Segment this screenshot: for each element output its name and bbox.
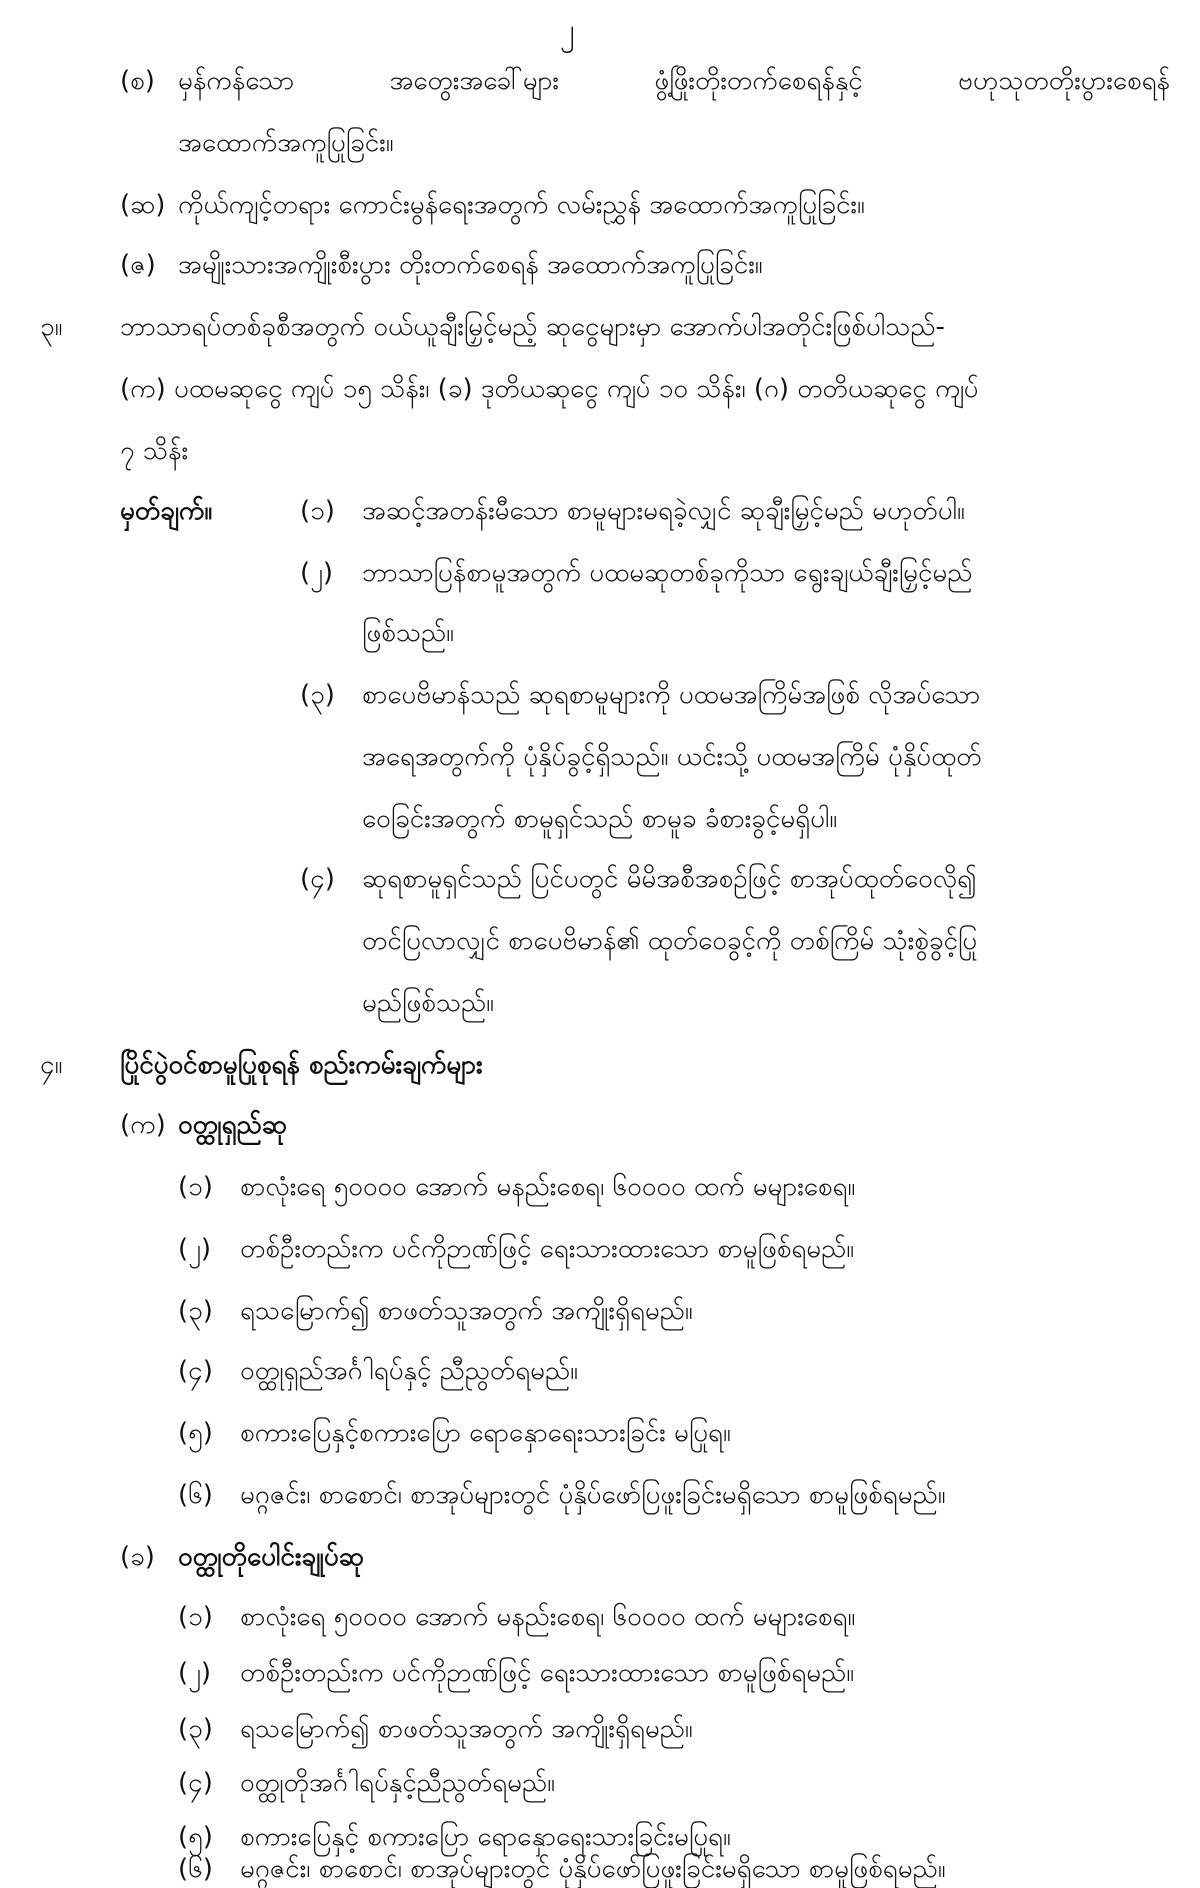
group-label: (က) <box>120 1110 166 1140</box>
page-number: ၂ <box>560 13 575 48</box>
rule-num: (၆) <box>178 1854 213 1884</box>
rule-num: (၁) <box>178 1602 213 1632</box>
rule-text: ရသမြောက်၍ စာဖတ်သူအတွက် အကျိုးရှိရမည်။ <box>240 1296 693 1326</box>
rule-text: ဝတ္ထုတိုအင်္ဂါရပ်နှင့်ညီညွတ်ရမည်။ <box>240 1768 556 1798</box>
note-line: တင်ပြလာလျှင် စာပေဗိမာန်၏ ထုတ်ဝေခွင့်ကို တစ်ကြိမ် သုံးစွဲခွင့်ပြု <box>362 926 978 956</box>
rule-num: (၂) <box>178 1658 212 1688</box>
rule-text: တစ်ဦးတည်းက ပင်ကိုဉာဏ်ဖြင့် ရေးသားထားသော စာမူဖြစ်ရမည်။ <box>240 1234 855 1264</box>
section-text: ဘာသာရပ်တစ်ခုစီအတွက် ဝယ်ယူချီးမြှင့်မည့် ဆုငွေများမှာ အောက်ပါအတိုင်းဖြစ်ပါသည်- <box>120 312 945 342</box>
note-num: (၁) <box>300 496 335 526</box>
item-text: ကိုယ်ကျင့်တရား ကောင်းမွန်ရေးအတွက် လမ်းညွှန် အထောက်အကူပြုခြင်း။ <box>178 190 865 220</box>
prizes-line: (က) ပထမဆုငွေ ကျပ် ၁၅ သိန်း၊ (ခ) ဒုတိယဆုငွေ ကျပ် ၁၀ သိန်း၊ (ဂ) တတိယဆုငွေ ကျပ် <box>120 374 979 404</box>
rule-num: (၆) <box>178 1480 213 1510</box>
rule-num: (၃) <box>178 1296 213 1326</box>
word: ဖွံ့ဖြိုးတိုးတက်စေရန်နှင့် <box>654 66 863 96</box>
item-num: (ဆ) <box>120 190 166 220</box>
item-num: (ဇ) <box>120 250 156 280</box>
item-text: အမျိုးသားအကျိုးစီးပွား တိုးတက်စေရန် အထောက်အကူပြုခြင်း။ <box>178 250 763 280</box>
rule-num: (၂) <box>178 1234 212 1264</box>
note-line: ဝေခြင်းအတွက် စာမူရှင်သည် စာမူခ ခံစားခွင့်မရှိပါ။ <box>362 804 838 834</box>
rule-text: တစ်ဦးတည်းက ပင်ကိုဉာဏ်ဖြင့် ရေးသားထားသော စာမူဖြစ်ရမည်။ <box>240 1658 855 1688</box>
note-label: မှတ်ချက်။ <box>120 496 213 526</box>
note-line: ဖြစ်သည်။ <box>362 618 454 648</box>
rule-text: စကားပြေနှင့် စကားပြော ရောနှောရေးသားခြင်းမပြုရ။ <box>240 1822 731 1852</box>
item-num: (စ) <box>120 66 155 96</box>
rule-text: ဝတ္ထုရှည်အင်္ဂါရပ်နှင့် ညီညွတ်ရမည်။ <box>240 1356 579 1386</box>
item-text-cont: အထောက်အကူပြုခြင်း။ <box>178 128 394 158</box>
rule-num: (၅) <box>178 1822 213 1852</box>
word: ဗဟုသုတတိုးပွားစေရန် <box>958 66 1170 96</box>
rule-text: စာလုံးရေ ၅၀၀၀၀ အောက် မနည်းစေရ၊ ၆၀၀၀၀ ထက် မများစေရ။ <box>240 1172 856 1202</box>
section-num: ၃။ <box>40 312 63 342</box>
note-line: မည်ဖြစ်သည်။ <box>362 988 494 1018</box>
rule-num: (၃) <box>178 1714 213 1744</box>
rule-num: (၄) <box>178 1356 213 1386</box>
note-num: (၂) <box>300 558 334 588</box>
rule-text: စာလုံးရေ ၅၀၀၀၀ အောက် မနည်းစေရ၊ ၆၀၀၀၀ ထက် မများစေရ။ <box>240 1602 856 1632</box>
group-title: ဝတ္ထုတိုပေါင်းချုပ်ဆု <box>178 1542 364 1572</box>
note-line: စာပေဗိမာန်သည် ဆုရစာမူများကို ပထမအကြိမ်အဖြစ် လိုအပ်သော <box>362 680 981 710</box>
rule-text: မဂ္ဂဇင်း၊ စာစောင်၊ စာအုပ်များတွင် ပုံနှိပ်ဖော်ပြဖူးခြင်းမရှိသော စာမူဖြစ်ရမည်။ <box>240 1854 946 1884</box>
group-label: (ခ) <box>120 1542 155 1572</box>
rule-text: ရသမြောက်၍ စာဖတ်သူအတွက် အကျိုးရှိရမည်။ <box>240 1714 693 1744</box>
note-line: ဆုရစာမူရှင်သည် ပြင်ပတွင် မိမိအစီအစဉ်ဖြင့် စာအုပ်ထုတ်ဝေလို၍ <box>362 864 977 894</box>
word: မှန်ကန်သော <box>178 66 295 96</box>
group-title: ဝတ္ထုရှည်ဆု <box>178 1110 287 1140</box>
word: အတွေးအခေါ်များ <box>389 66 559 96</box>
rule-text: စကားပြေနှင့်စကားပြော ရောနှောရေးသားခြင်း မပြုရ။ <box>240 1418 731 1448</box>
rule-num: (၁) <box>178 1172 213 1202</box>
section-title: ပြိုင်ပွဲဝင်စာမူပြုစုရန် စည်းကမ်းချက်များ <box>120 1050 483 1080</box>
rule-text: မဂ္ဂဇင်း၊ စာစောင်၊ စာအုပ်များတွင် ပုံနှိပ်ဖော်ပြဖူးခြင်းမရှိသော စာမူဖြစ်ရမည်။ <box>240 1480 946 1510</box>
prizes-line: ၇ သိန်း <box>120 436 189 466</box>
rule-num: (၅) <box>178 1418 213 1448</box>
section-num: ၄။ <box>40 1050 63 1080</box>
note-line: ဘာသာပြန်စာမူအတွက် ပထမဆုတစ်ခုကိုသာ ရွေးချယ်ချီးမြှင့်မည် <box>362 558 973 588</box>
item-text-justified <box>178 68 1170 94</box>
note-num: (၃) <box>300 680 335 710</box>
note-num: (၄) <box>300 864 335 894</box>
note-line: အရေအတွက်ကို ပုံနှိပ်ခွင့်ရှိသည်။ ယင်းသို့ ပထမအကြိမ် ပုံနှိပ်ထုတ် <box>362 742 982 772</box>
rule-num: (၄) <box>178 1768 213 1798</box>
note-line: အဆင့်အတန်းမီသော စာမူများမရခဲ့လျှင် ဆုချီးမြှင့်မည် မဟုတ်ပါ။ <box>362 496 965 526</box>
